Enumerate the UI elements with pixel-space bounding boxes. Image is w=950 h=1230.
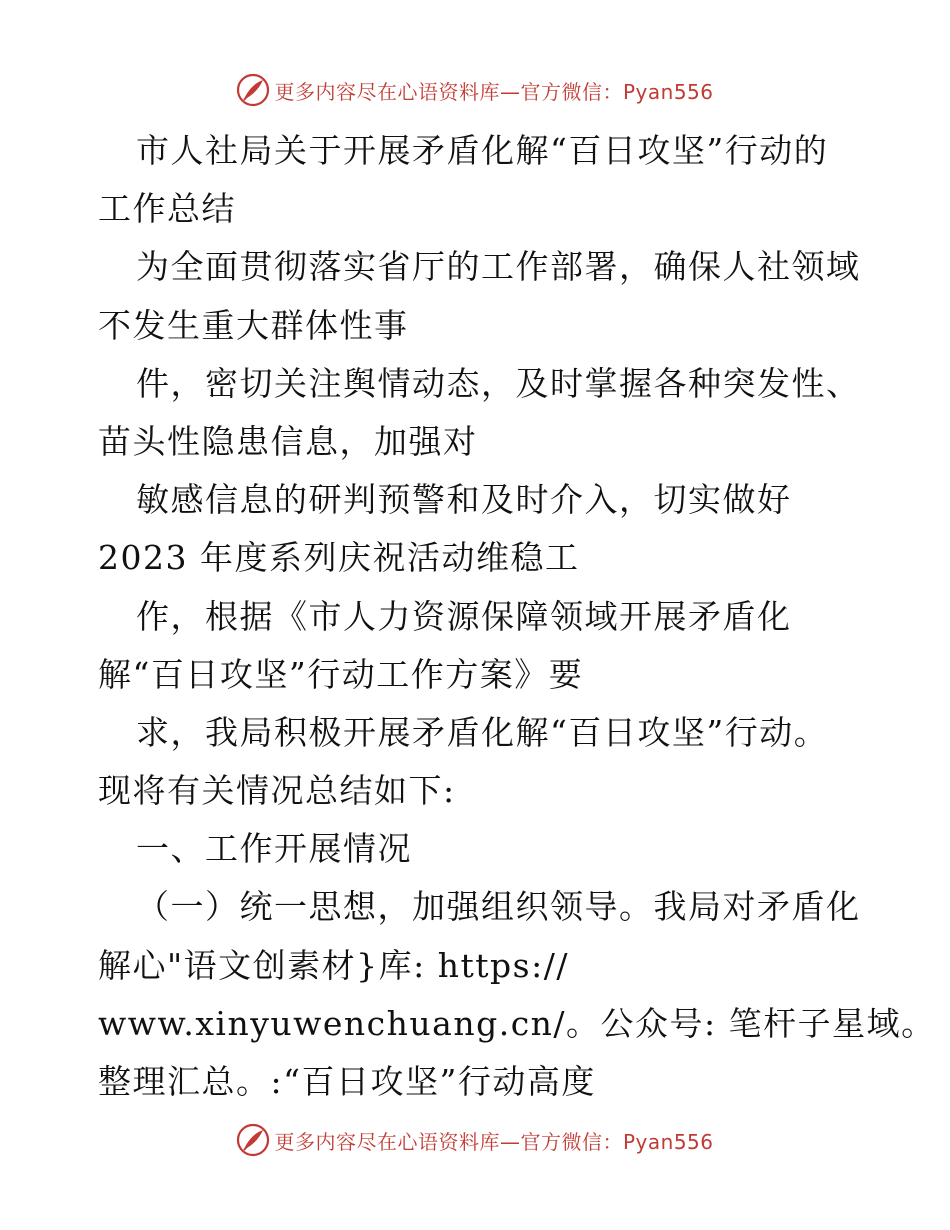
text-line: 敏感信息的研判预警和及时介入，切实做好 xyxy=(136,480,792,520)
text-line: 市人社局关于开展矛盾化解“百日攻坚”行动的 xyxy=(136,131,829,170)
text-line: 整理汇总。:“百日攻坚”行动高度 xyxy=(98,1062,596,1101)
text-line: 工作总结 xyxy=(98,189,236,229)
text-line: 2023 年度系列庆祝活动维稳工 xyxy=(98,538,580,578)
section-heading: 一、工作开展情况 xyxy=(136,829,412,869)
watermark-wechat-id: Pyan556 xyxy=(622,79,714,104)
text-line: 为全面贯彻落实省厅的工作部署，确保人社领域 xyxy=(136,247,861,287)
watermark-text: 更多内容尽在心语资料库—官方微信：Pyan556 xyxy=(274,1129,714,1154)
watermark-text: 更多内容尽在心语资料库—官方微信：Pyan556 xyxy=(274,79,714,104)
text-line: 求，我局积极开展矛盾化解“百日攻坚”行动。 xyxy=(136,712,829,752)
document-body xyxy=(98,122,936,1111)
text-line: 件，密切关注舆情动态，及时掌握各种突发性、 xyxy=(136,363,861,403)
watermark-wechat-id: Pyan556 xyxy=(622,1129,714,1154)
text-line: 苗头性隐患信息，加强对 xyxy=(98,421,478,461)
text-line: 作，根据《市人力资源保障领域开展矛盾化 xyxy=(136,596,792,636)
feather-pen-seal-icon xyxy=(236,1123,270,1157)
watermark-banner-bottom xyxy=(0,1118,950,1162)
text-line: www.xinyuwenchuang.cn/。公众号: 笔杆子星域。 xyxy=(98,1003,936,1043)
watermark-banner-top xyxy=(0,68,950,112)
text-line: （一）统一思想，加强组织领导。我局对矛盾化 xyxy=(136,887,861,927)
text-line: 现将有关情况总结如下: xyxy=(98,771,456,811)
text-line: 解心"语文创素材}库: https:// xyxy=(98,945,569,985)
text-line: 解“百日攻坚”行动工作方案》要 xyxy=(98,654,584,694)
text-line: 不发生重大群体性事 xyxy=(98,305,409,345)
feather-pen-seal-icon xyxy=(236,73,270,107)
